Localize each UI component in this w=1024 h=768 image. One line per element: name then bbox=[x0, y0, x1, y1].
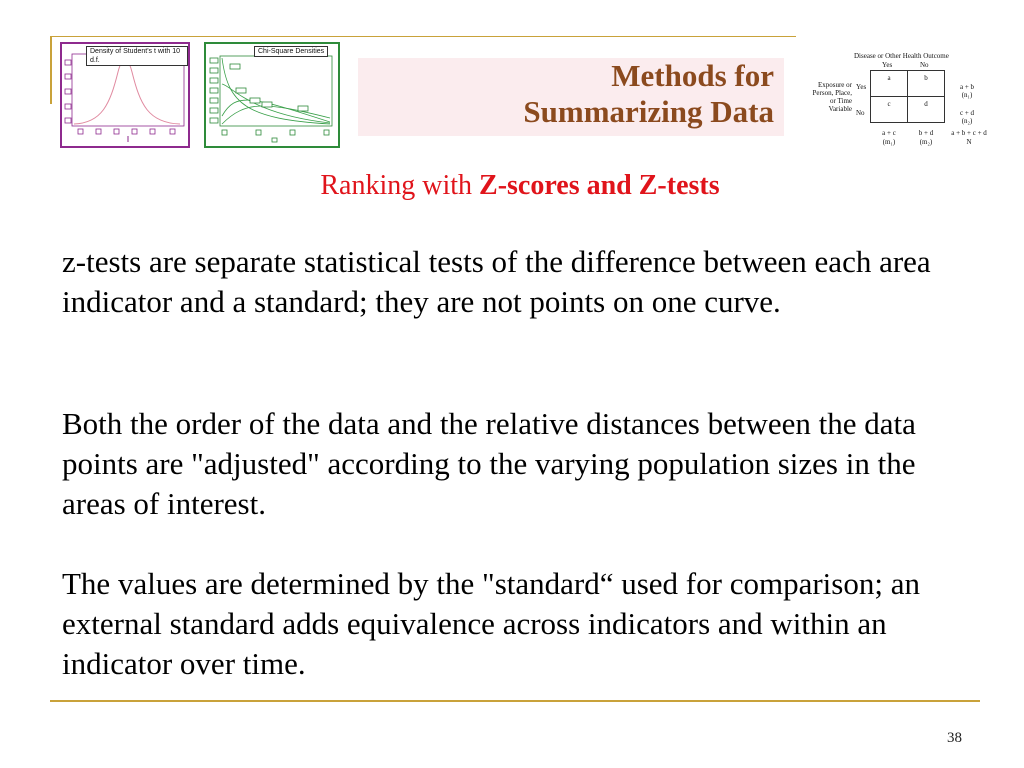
body-paragraph-3: The values are determined by the "standard“ used for comparison; an external standard adds equivalence across indicators and within an indicator over time. bbox=[62, 566, 920, 681]
frame-line-left bbox=[50, 36, 52, 104]
row-label-line: or Time bbox=[830, 97, 852, 105]
table-header: Disease or Other Health Outcome bbox=[854, 52, 949, 60]
row-label-line: Variable bbox=[828, 105, 852, 113]
chi-square-density-thumbnail bbox=[204, 42, 340, 148]
student-t-density-thumbnail bbox=[60, 42, 190, 148]
col-total-1: a + c bbox=[882, 129, 896, 137]
col-total-2-sub: (m₂) bbox=[919, 138, 933, 146]
page-title bbox=[354, 58, 774, 130]
body-paragraph-2: Both the order of the data and the relative distances between the data points are "adjusted" according to the varying population sizes in the areas of interest. bbox=[62, 406, 916, 521]
chi-square-thumbnail-title: Chi-Square Densities bbox=[254, 46, 328, 57]
contingency-table-figure bbox=[800, 46, 1000, 156]
table-row-label bbox=[802, 81, 852, 113]
subtitle-bold: Z-scores and Z-tests bbox=[479, 170, 720, 201]
table-cell-b: b bbox=[907, 70, 945, 97]
grand-total: a + b + c + d bbox=[951, 129, 987, 137]
slide-subtitle bbox=[0, 170, 1024, 202]
footer-divider bbox=[50, 700, 980, 702]
row-total-2-sub: (n₂) bbox=[961, 117, 973, 125]
table-col-yes: Yes bbox=[882, 61, 893, 69]
row-total-2: c + d bbox=[959, 109, 975, 117]
table-cell-a: a bbox=[870, 70, 908, 97]
chi-square-plot bbox=[206, 44, 338, 146]
table-cell-d: d bbox=[907, 96, 945, 123]
grand-total-sub: N bbox=[966, 138, 972, 146]
body-paragraph-1: z-tests are separate statistical tests of the difference between each area indicator and a standard; they are not points on one curve. bbox=[62, 244, 931, 319]
table-cell-c: c bbox=[870, 96, 908, 123]
row-label-line: Exposure or bbox=[817, 81, 852, 89]
frame-line-top bbox=[52, 36, 796, 37]
slide-number: 38 bbox=[947, 730, 962, 746]
row-total-1-sub: (n₁) bbox=[961, 91, 973, 99]
table-row-yes: Yes bbox=[856, 83, 867, 91]
subtitle-plain: Ranking with bbox=[320, 170, 480, 201]
table-row-no: No bbox=[856, 109, 865, 117]
col-total-2: b + d bbox=[918, 129, 934, 137]
col-total-1-sub: (m₁) bbox=[882, 138, 896, 146]
title-line-1: Methods for bbox=[611, 58, 774, 93]
row-label-line: Person, Place, bbox=[812, 89, 852, 97]
table-col-no: No bbox=[920, 61, 929, 69]
title-line-2: Summarizing Data bbox=[523, 94, 774, 129]
row-total-1: a + b bbox=[959, 83, 975, 91]
student-t-thumbnail-title: Density of Student's t with 10 d.f. bbox=[86, 46, 188, 66]
